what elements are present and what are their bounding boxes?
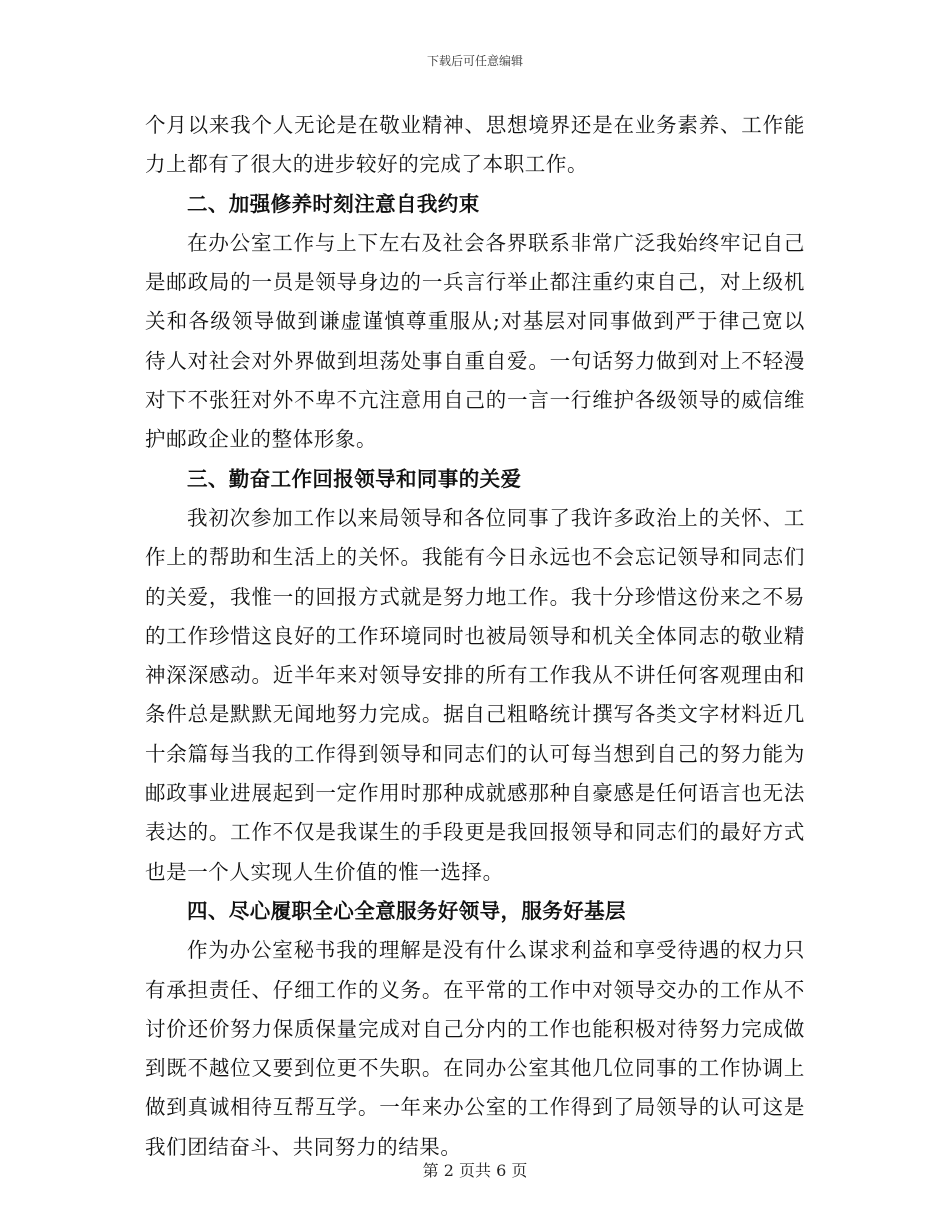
section-heading-4: 四、尽心履职全心全意服务好领导，服务好基层 <box>187 898 626 923</box>
page-footer: 第 2 页共 6 页 <box>422 1161 528 1180</box>
paragraph-4: 作为办公室秘书我的理解是没有什么谋求利益和享受待遇的权力只有承担责任、仔细工作的义务。在平常的工作中对领导交办的工作从不讨价还价努力保质保量完成对自己分内的工作也能积极对待努力完成做到既不越位又要到位更不失职。在同办公室其他几位同事的工作协调上做到真诚相待互帮互学。一年来办公室的工作得到了局领导的认可这是我们团结奋斗、共同努力的结果。 <box>145 938 805 1159</box>
page-header: 下载后可任意编辑 <box>426 54 523 68</box>
paragraph-2: 在办公室工作与上下左右及社会各界联系非常广泛我始终牢记自己是邮政局的一员是领导身边的一兵言行举止都注重约束自己，对上级机关和各级领导做到谦虚谨慎尊重服从;对基层对同事做到严于律己宽以待人对社会对外界做到坦荡处事自重自爱。一句话努力做到对上不轻漫对下不张狂对外不卑不亢注意用自己的一言一行维护各级领导的威信维护邮政企业的整体形象。 <box>145 230 805 452</box>
document-body <box>145 106 805 1167</box>
section-heading-2: 二、加强修养时刻注意自我约束 <box>187 191 480 216</box>
paragraph-1: 个月以来我个人无论是在敬业精神、思想境界还是在业务素养、工作能力上都有了很大的进步较好的完成了本职工作。 <box>145 113 805 177</box>
paragraph-3: 我初次参加工作以来局领导和各位同事了我许多政治上的关怀、工作上的帮助和生活上的关怀。我能有今日永远也不会忘记领导和同志们的关爱，我惟一的回报方式就是努力地工作。我十分珍惜这份来之不易的工作珍惜这良好的工作环境同时也被局领导和机关全体同志的敬业精神深深感动。近半年来对领导安排的所有工作我从不讲任何客观理由和条件总是默默无闻地努力完成。据自己粗略统计撰写各类文字材料近几十余篇每当我的工作得到领导和同志们的认可每当想到自己的努力能为邮政事业进展起到一定作用时那种成就感那种自豪感是任何语言也无法表达的。工作不仅是我谋生的手段更是我回报领导和同志们的最好方式也是一个人实现人生价值的惟一选择。 <box>145 505 805 884</box>
section-heading-3: 三、勤奋工作回报领导和同事的关爱 <box>187 466 522 491</box>
